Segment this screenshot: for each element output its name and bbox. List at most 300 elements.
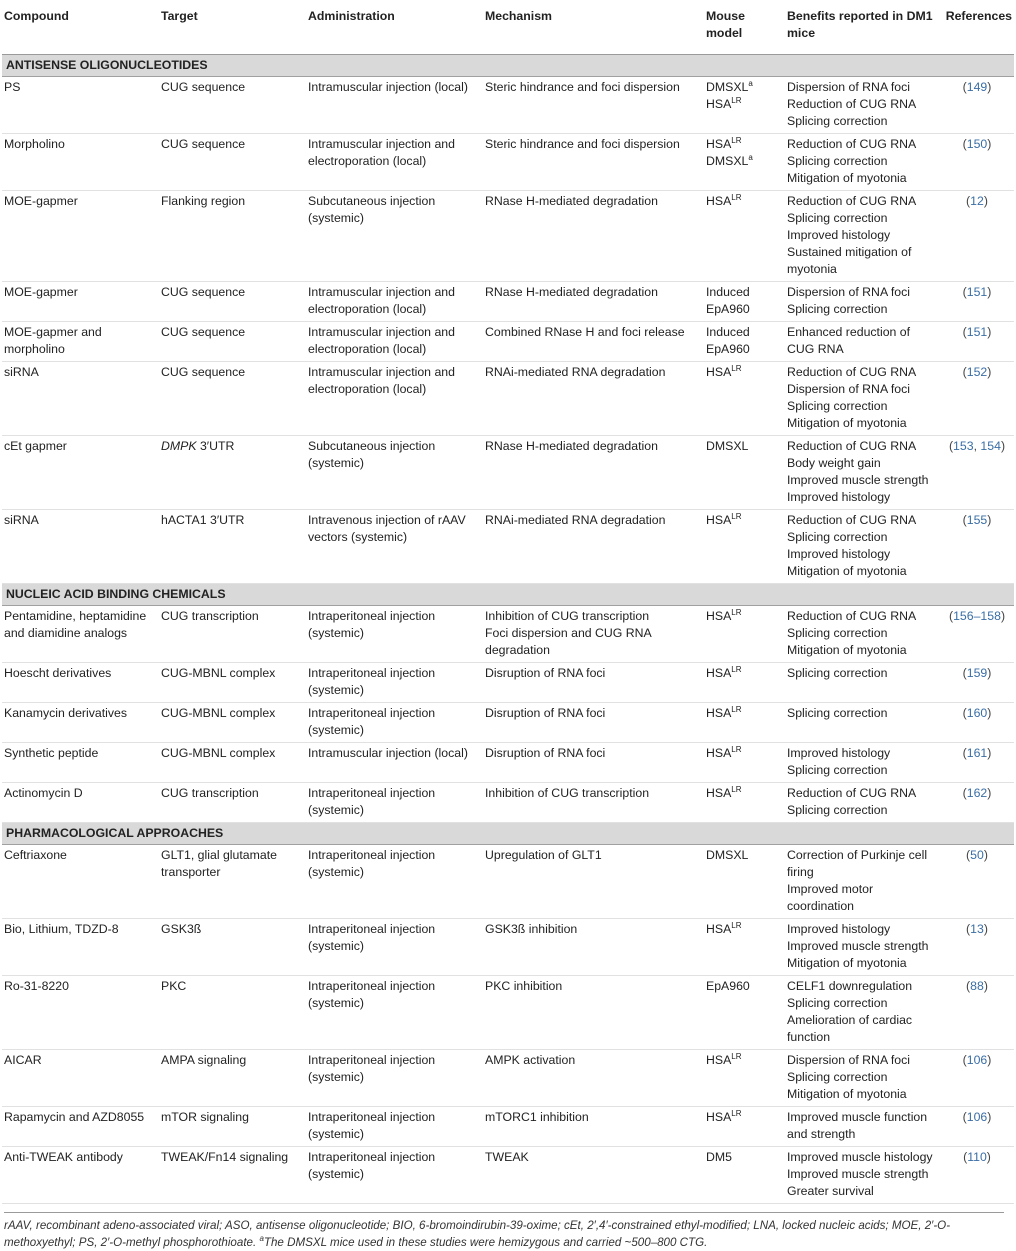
target-cell bbox=[159, 919, 306, 976]
mechanism-line: RNase H-mediated degradation bbox=[485, 285, 658, 299]
administration-cell: Intraperitoneal injection (systemic) bbox=[306, 606, 483, 663]
benefits-cell bbox=[785, 1107, 940, 1147]
target-cell bbox=[159, 1107, 306, 1147]
mouse-model-name: HSA bbox=[706, 194, 732, 208]
mouse-model-line bbox=[706, 921, 783, 938]
benefit-line: CELF1 downregulation bbox=[787, 979, 913, 993]
benefits-cell bbox=[785, 919, 940, 976]
target-cell bbox=[159, 976, 306, 1050]
header-target: Target bbox=[159, 0, 306, 55]
compound-cell: Actinomycin D bbox=[2, 783, 159, 823]
table-row bbox=[2, 1147, 1014, 1204]
mouse-model-name: HSA bbox=[706, 365, 732, 379]
mechanism-cell bbox=[483, 919, 704, 976]
reference-link[interactable]: 149 bbox=[966, 80, 988, 94]
benefit-line: Reduction of CUG RNA bbox=[787, 513, 917, 527]
mechanism-cell bbox=[483, 134, 704, 191]
mechanism-line: Foci dispersion and CUG RNA degradation bbox=[485, 626, 652, 657]
section-title: NUCLEIC ACID BINDING CHEMICALS bbox=[2, 584, 1014, 606]
mouse-model-cell bbox=[704, 1050, 785, 1107]
table-row bbox=[2, 282, 1014, 322]
mouse-model-cell bbox=[704, 436, 785, 510]
references-cell: (106) bbox=[940, 1050, 1014, 1107]
mouse-model-name: DMSXL bbox=[706, 848, 749, 862]
mouse-model-sup: LR bbox=[731, 192, 742, 202]
benefit-line: Sustained mitigation of myotonia bbox=[787, 245, 912, 276]
benefit-line: Correction of Purkinje cell firing bbox=[787, 848, 928, 879]
mouse-model-line bbox=[706, 847, 783, 864]
benefit-line: Mitigation of myotonia bbox=[787, 171, 907, 185]
reference-link[interactable]: 150 bbox=[966, 137, 988, 151]
references-cell: (156–158) bbox=[940, 606, 1014, 663]
table-row bbox=[2, 743, 1014, 783]
mechanism-line: Combined RNase H and foci release bbox=[485, 325, 685, 339]
mechanism-line: RNase H-mediated degradation bbox=[485, 439, 658, 453]
reference-link[interactable]: 106 bbox=[966, 1053, 988, 1067]
mouse-model-cell bbox=[704, 919, 785, 976]
target-text: hACTA1 3′UTR bbox=[161, 513, 245, 527]
header-references: References bbox=[940, 0, 1014, 55]
mechanism-cell bbox=[483, 282, 704, 322]
administration-cell: Intraperitoneal injection (systemic) bbox=[306, 703, 483, 743]
compound-cell: Kanamycin derivatives bbox=[2, 703, 159, 743]
reference-link[interactable]: 152 bbox=[966, 365, 988, 379]
benefit-line: Splicing correction bbox=[787, 763, 888, 777]
mechanism-line: AMPK activation bbox=[485, 1053, 576, 1067]
mouse-model-cell bbox=[704, 976, 785, 1050]
reference-link[interactable]: 162 bbox=[966, 786, 988, 800]
benefit-line: Dispersion of RNA foci bbox=[787, 285, 911, 299]
mechanism-cell bbox=[483, 191, 704, 282]
reference-link[interactable]: 153 bbox=[953, 439, 974, 453]
mouse-model-line bbox=[706, 284, 783, 318]
mechanism-cell bbox=[483, 783, 704, 823]
target-cell bbox=[159, 191, 306, 282]
mouse-model-cell bbox=[704, 663, 785, 703]
administration-cell: Intraperitoneal injection (systemic) bbox=[306, 1147, 483, 1204]
benefit-line: Splicing correction bbox=[787, 211, 888, 225]
compound-cell: Synthetic peptide bbox=[2, 743, 159, 783]
target-text: GSK3ß bbox=[161, 922, 202, 936]
table-row bbox=[2, 191, 1014, 282]
mouse-model-name: HSA bbox=[706, 513, 732, 527]
reference-link[interactable]: 156–158 bbox=[953, 609, 1001, 623]
target-text: CUG transcription bbox=[161, 786, 259, 800]
references-cell: (151) bbox=[940, 282, 1014, 322]
benefit-line: Splicing correction bbox=[787, 996, 888, 1010]
therapy-table bbox=[2, 0, 1014, 1204]
reference-link[interactable]: 50 bbox=[970, 848, 984, 862]
table-row bbox=[2, 322, 1014, 362]
benefit-line: Mitigation of myotonia bbox=[787, 564, 907, 578]
reference-link[interactable]: 155 bbox=[966, 513, 988, 527]
table-row bbox=[2, 663, 1014, 703]
benefits-cell bbox=[785, 845, 940, 919]
mouse-model-cell bbox=[704, 322, 785, 362]
mouse-model-cell bbox=[704, 845, 785, 919]
target-text: CUG-MBNL complex bbox=[161, 746, 276, 760]
benefits-cell bbox=[785, 77, 940, 134]
administration-cell: Intraperitoneal injection (systemic) bbox=[306, 976, 483, 1050]
reference-link[interactable]: 88 bbox=[970, 979, 984, 993]
mechanism-line: GSK3ß inhibition bbox=[485, 922, 578, 936]
benefit-line: Reduction of CUG RNA bbox=[787, 194, 917, 208]
table-row bbox=[2, 1107, 1014, 1147]
mouse-model-name: HSA bbox=[706, 786, 732, 800]
table-row bbox=[2, 436, 1014, 510]
mechanism-line: Disruption of RNA foci bbox=[485, 706, 606, 720]
benefit-line: Splicing correction bbox=[787, 666, 888, 680]
benefits-cell bbox=[785, 191, 940, 282]
footnote-mark: a bbox=[259, 1234, 264, 1244]
benefit-line: Reduction of CUG RNA bbox=[787, 97, 917, 111]
compound-cell: Hoescht derivatives bbox=[2, 663, 159, 703]
mechanism-cell bbox=[483, 1050, 704, 1107]
benefit-line: Reduction of CUG RNA bbox=[787, 439, 917, 453]
header-compound: Compound bbox=[2, 0, 159, 55]
target-text: CUG transcription bbox=[161, 609, 259, 623]
table-row bbox=[2, 606, 1014, 663]
target-cell bbox=[159, 134, 306, 191]
mechanism-line: Steric hindrance and foci dispersion bbox=[485, 80, 680, 94]
references-cell: (13) bbox=[940, 919, 1014, 976]
benefit-line: Mitigation of myotonia bbox=[787, 643, 907, 657]
header-benefits: Benefits reported in DM1 mice bbox=[785, 0, 940, 55]
benefit-line: Mitigation of myotonia bbox=[787, 1087, 907, 1101]
benefits-cell bbox=[785, 743, 940, 783]
benefits-cell bbox=[785, 1050, 940, 1107]
mouse-model-line bbox=[706, 785, 783, 802]
mechanism-line: Disruption of RNA foci bbox=[485, 666, 606, 680]
mouse-model-cell bbox=[704, 1147, 785, 1204]
mouse-model-name: DMSXL bbox=[706, 439, 749, 453]
administration-cell: Intraperitoneal injection (systemic) bbox=[306, 1107, 483, 1147]
target-cell bbox=[159, 1050, 306, 1107]
compound-cell: Ceftriaxone bbox=[2, 845, 159, 919]
benefits-cell bbox=[785, 663, 940, 703]
target-text: mTOR signaling bbox=[161, 1110, 249, 1124]
mechanism-cell bbox=[483, 510, 704, 584]
compound-cell: MOE-gapmer bbox=[2, 191, 159, 282]
target-cell bbox=[159, 436, 306, 510]
administration-cell: Subcutaneous injection (systemic) bbox=[306, 436, 483, 510]
references-cell: (106) bbox=[940, 1107, 1014, 1147]
references-cell: (50) bbox=[940, 845, 1014, 919]
table-row bbox=[2, 362, 1014, 436]
mouse-model-sup: a bbox=[748, 78, 753, 88]
mouse-model-cell bbox=[704, 77, 785, 134]
mouse-model-line bbox=[706, 512, 783, 529]
header-mouse-model: Mouse model bbox=[704, 0, 785, 55]
mechanism-line: RNAi-mediated RNA degradation bbox=[485, 365, 666, 379]
section-title: ANTISENSE OLIGONUCLEOTIDES bbox=[2, 55, 1014, 77]
mouse-model-cell bbox=[704, 191, 785, 282]
administration-cell: Intramuscular injection and electroporation (local) bbox=[306, 322, 483, 362]
references-cell: (151) bbox=[940, 322, 1014, 362]
benefit-line: Improved histology bbox=[787, 746, 891, 760]
mouse-model-line bbox=[706, 438, 783, 455]
section-header-row bbox=[2, 584, 1014, 606]
benefit-line: Dispersion of RNA foci bbox=[787, 382, 911, 396]
target-text: CUG sequence bbox=[161, 80, 246, 94]
mouse-model-cell bbox=[704, 282, 785, 322]
administration-cell: Intraperitoneal injection (systemic) bbox=[306, 663, 483, 703]
benefits-cell bbox=[785, 282, 940, 322]
mouse-model-name: HSA bbox=[706, 97, 732, 111]
mouse-model-sup: LR bbox=[731, 607, 742, 617]
header-mechanism: Mechanism bbox=[483, 0, 704, 55]
target-cell bbox=[159, 743, 306, 783]
reference-link[interactable]: 12 bbox=[970, 194, 984, 208]
mechanism-line: RNase H-mediated degradation bbox=[485, 194, 658, 208]
mouse-model-name: DMSXL bbox=[706, 80, 749, 94]
benefits-cell bbox=[785, 703, 940, 743]
mechanism-cell bbox=[483, 362, 704, 436]
mouse-model-name: DMSXL bbox=[706, 154, 749, 168]
benefit-line: Splicing correction bbox=[787, 530, 888, 544]
benefit-line: Improved histology bbox=[787, 547, 891, 561]
reference-link[interactable]: 151 bbox=[966, 285, 988, 299]
mechanism-cell bbox=[483, 743, 704, 783]
mouse-model-sup: LR bbox=[731, 1108, 742, 1118]
mouse-model-line bbox=[706, 96, 783, 113]
mouse-model-cell bbox=[704, 606, 785, 663]
benefit-line: Improved histology bbox=[787, 922, 891, 936]
benefit-line: Splicing correction bbox=[787, 399, 888, 413]
mouse-model-line bbox=[706, 745, 783, 762]
references-cell: (152) bbox=[940, 362, 1014, 436]
mouse-model-name: HSA bbox=[706, 746, 732, 760]
mouse-model-name: HSA bbox=[706, 1053, 732, 1067]
benefits-cell bbox=[785, 606, 940, 663]
table-row bbox=[2, 919, 1014, 976]
mouse-model-line bbox=[706, 153, 783, 170]
compound-cell: siRNA bbox=[2, 510, 159, 584]
benefit-line: Mitigation of myotonia bbox=[787, 416, 907, 430]
mechanism-line: Upregulation of GLT1 bbox=[485, 848, 602, 862]
administration-cell: Intramuscular injection (local) bbox=[306, 77, 483, 134]
mechanism-line: Inhibition of CUG transcription bbox=[485, 609, 650, 623]
mouse-model-cell bbox=[704, 134, 785, 191]
table-footnote bbox=[4, 1212, 1004, 1251]
mouse-model-sup: LR bbox=[731, 1051, 742, 1061]
mouse-model-line bbox=[706, 608, 783, 625]
reference-link[interactable]: 110 bbox=[967, 1150, 987, 1164]
table-row bbox=[2, 845, 1014, 919]
mouse-model-sup: LR bbox=[731, 744, 742, 754]
reference-link[interactable]: 160 bbox=[966, 706, 988, 720]
target-italic: DMPK bbox=[161, 439, 197, 453]
mouse-model-name: HSA bbox=[706, 609, 732, 623]
mouse-model-name: HSA bbox=[706, 706, 732, 720]
table-row bbox=[2, 510, 1014, 584]
mouse-model-sup: LR bbox=[731, 135, 742, 145]
mouse-model-name: HSA bbox=[706, 1110, 732, 1124]
mouse-model-name: HSA bbox=[706, 922, 732, 936]
mouse-model-line bbox=[706, 705, 783, 722]
target-text: CUG sequence bbox=[161, 365, 246, 379]
mouse-model-line bbox=[706, 364, 783, 381]
compound-cell: Rapamycin and AZD8055 bbox=[2, 1107, 159, 1147]
target-text: 3′UTR bbox=[196, 439, 235, 453]
mechanism-line: Inhibition of CUG transcription bbox=[485, 786, 650, 800]
benefits-cell bbox=[785, 976, 940, 1050]
benefit-line: Splicing correction bbox=[787, 803, 888, 817]
compound-cell: PS bbox=[2, 77, 159, 134]
mechanism-cell bbox=[483, 606, 704, 663]
benefit-line: Body weight gain bbox=[787, 456, 881, 470]
references-cell: (110) bbox=[940, 1147, 1014, 1204]
references-cell: (88) bbox=[940, 976, 1014, 1050]
references-cell: (150) bbox=[940, 134, 1014, 191]
references-cell: (155) bbox=[940, 510, 1014, 584]
mouse-model-cell bbox=[704, 1107, 785, 1147]
target-text: CUG sequence bbox=[161, 325, 246, 339]
mechanism-line: PKC inhibition bbox=[485, 979, 563, 993]
mouse-model-name: DM5 bbox=[706, 1150, 732, 1164]
administration-cell: Intramuscular injection (local) bbox=[306, 743, 483, 783]
target-text: TWEAK/Fn14 signaling bbox=[161, 1150, 289, 1164]
references-cell: (12) bbox=[940, 191, 1014, 282]
benefit-line: Reduction of CUG RNA bbox=[787, 786, 917, 800]
benefit-line: Dispersion of RNA foci bbox=[787, 80, 911, 94]
footnote-tail: The DMSXL mice used in these studies were hemizygous and carried ~500–800 CTG. bbox=[263, 1236, 708, 1249]
mouse-model-name: Induced EpA960 bbox=[706, 325, 750, 356]
mechanism-cell bbox=[483, 436, 704, 510]
mechanism-line: RNAi-mediated RNA degradation bbox=[485, 513, 666, 527]
administration-cell: Intramuscular injection and electroporation (local) bbox=[306, 134, 483, 191]
benefit-line: Improved muscle strength bbox=[787, 939, 929, 953]
mouse-model-line bbox=[706, 1052, 783, 1069]
references-cell: (160) bbox=[940, 703, 1014, 743]
target-cell bbox=[159, 322, 306, 362]
mechanism-cell bbox=[483, 1147, 704, 1204]
mouse-model-sup: LR bbox=[731, 920, 742, 930]
reference-link[interactable]: 106 bbox=[966, 1110, 988, 1124]
benefit-line: Greater survival bbox=[787, 1184, 874, 1198]
benefit-line: Improved histology bbox=[787, 490, 891, 504]
target-cell bbox=[159, 362, 306, 436]
reference-link[interactable]: 154 bbox=[980, 439, 1001, 453]
target-text: CUG sequence bbox=[161, 285, 246, 299]
section-title: PHARMACOLOGICAL APPROACHES bbox=[2, 823, 1014, 845]
benefit-line: Improved histology bbox=[787, 228, 891, 242]
references-cell: (149) bbox=[940, 77, 1014, 134]
mechanism-cell bbox=[483, 322, 704, 362]
reference-link[interactable]: 159 bbox=[966, 666, 988, 680]
mouse-model-sup: LR bbox=[731, 511, 742, 521]
mouse-model-name: Induced EpA960 bbox=[706, 285, 750, 316]
section-header-row bbox=[2, 823, 1014, 845]
mouse-model-line bbox=[706, 136, 783, 153]
mouse-model-line bbox=[706, 79, 783, 96]
mechanism-cell bbox=[483, 976, 704, 1050]
compound-cell: siRNA bbox=[2, 362, 159, 436]
table-row bbox=[2, 134, 1014, 191]
compound-cell: Bio, Lithium, TDZD-8 bbox=[2, 919, 159, 976]
section-header-row bbox=[2, 55, 1014, 77]
reference-link[interactable]: 13 bbox=[970, 922, 984, 936]
administration-cell: Intramuscular injection and electroporation (local) bbox=[306, 282, 483, 322]
benefits-cell bbox=[785, 783, 940, 823]
benefit-line: Mitigation of myotonia bbox=[787, 956, 907, 970]
compound-cell: Anti-TWEAK antibody bbox=[2, 1147, 159, 1204]
benefit-line: Improved motor coordination bbox=[787, 882, 874, 913]
benefit-line: Improved muscle histology bbox=[787, 1150, 933, 1164]
mouse-model-line bbox=[706, 1109, 783, 1126]
benefit-line: Splicing correction bbox=[787, 706, 888, 720]
target-text: PKC bbox=[161, 979, 187, 993]
mouse-model-sup: a bbox=[748, 152, 753, 162]
benefit-line: Improved muscle strength bbox=[787, 473, 929, 487]
mouse-model-name: HSA bbox=[706, 666, 732, 680]
target-text: CUG sequence bbox=[161, 137, 246, 151]
administration-cell: Intramuscular injection and electroporation (local) bbox=[306, 362, 483, 436]
reference-link[interactable]: 161 bbox=[966, 746, 988, 760]
benefit-line: Splicing correction bbox=[787, 626, 888, 640]
mouse-model-line bbox=[706, 193, 783, 210]
benefit-line: Splicing correction bbox=[787, 1070, 888, 1084]
mechanism-line: Disruption of RNA foci bbox=[485, 746, 606, 760]
mechanism-cell bbox=[483, 77, 704, 134]
benefit-line: Improved muscle function and strength bbox=[787, 1110, 928, 1141]
benefits-cell bbox=[785, 134, 940, 191]
mouse-model-cell bbox=[704, 783, 785, 823]
header-administration: Administration bbox=[306, 0, 483, 55]
mouse-model-line bbox=[706, 324, 783, 358]
compound-cell: cEt gapmer bbox=[2, 436, 159, 510]
benefit-line: Reduction of CUG RNA bbox=[787, 365, 917, 379]
target-cell bbox=[159, 77, 306, 134]
benefit-line: Amelioration of cardiac function bbox=[787, 1013, 913, 1044]
administration-cell: Subcutaneous injection (systemic) bbox=[306, 191, 483, 282]
administration-cell: Intraperitoneal injection (systemic) bbox=[306, 783, 483, 823]
mouse-model-name: EpA960 bbox=[706, 979, 750, 993]
mechanism-cell bbox=[483, 703, 704, 743]
benefits-cell bbox=[785, 510, 940, 584]
reference-link[interactable]: 151 bbox=[966, 325, 988, 339]
footnote-text: rAAV, recombinant adeno-associated viral; ASO, antisense oligonucleotide; BIO, 6-bromoindirubin-39-oxime; cEt, 2′,4′-constrained ethyl-modified; LNA, locked nucleic acids; MOE, 2′-O-methoxyethyl; PS, 2′-O-methyl phosphorothioate. bbox=[4, 1219, 951, 1249]
table-row bbox=[2, 703, 1014, 743]
mechanism-line: mTORC1 inhibition bbox=[485, 1110, 589, 1124]
target-text: CUG-MBNL complex bbox=[161, 666, 276, 680]
target-cell bbox=[159, 663, 306, 703]
references-cell: (161) bbox=[940, 743, 1014, 783]
benefits-cell bbox=[785, 1147, 940, 1204]
target-cell bbox=[159, 606, 306, 663]
table-row bbox=[2, 77, 1014, 134]
references-cell: (153, 154) bbox=[940, 436, 1014, 510]
references-cell: (162) bbox=[940, 783, 1014, 823]
mechanism-cell bbox=[483, 845, 704, 919]
mechanism-cell bbox=[483, 1107, 704, 1147]
mechanism-line: TWEAK bbox=[485, 1150, 529, 1164]
benefits-cell bbox=[785, 436, 940, 510]
compound-cell: MOE-gapmer and morpholino bbox=[2, 322, 159, 362]
mouse-model-cell bbox=[704, 743, 785, 783]
target-text: AMPA signaling bbox=[161, 1053, 247, 1067]
mouse-model-sup: LR bbox=[731, 664, 742, 674]
benefit-line: Splicing correction bbox=[787, 154, 888, 168]
benefit-line: Enhanced reduction of CUG RNA bbox=[787, 325, 911, 356]
benefits-cell bbox=[785, 322, 940, 362]
mouse-model-sup: LR bbox=[731, 95, 742, 105]
benefits-cell bbox=[785, 362, 940, 436]
target-cell bbox=[159, 282, 306, 322]
administration-cell: Intraperitoneal injection (systemic) bbox=[306, 845, 483, 919]
compound-cell: MOE-gapmer bbox=[2, 282, 159, 322]
compound-cell: Morpholino bbox=[2, 134, 159, 191]
